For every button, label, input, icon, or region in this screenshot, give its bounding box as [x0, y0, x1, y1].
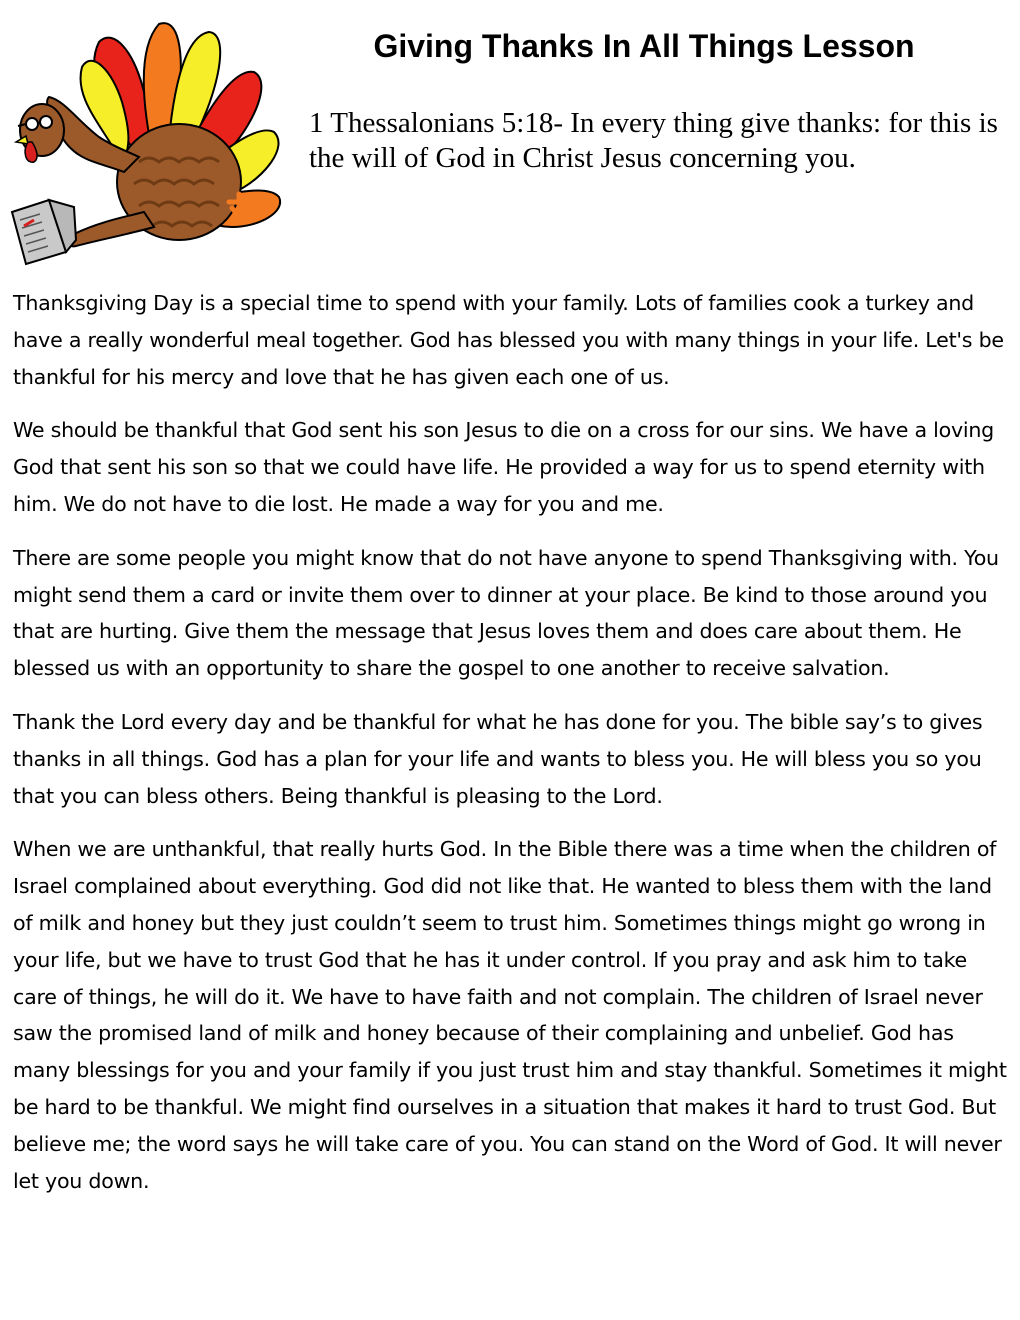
paragraph: Thank the Lord every day and be thankful for what he has done for you. The bible say’s to gives thanks in all things. God has a plan for your life and wants to bless you. He will bless you so you that you can bless others. Being thankful is pleasing to the Lord. — [13, 709, 983, 808]
paragraph: When we are unthankful, that really hurts God. In the Bible there was a time when the children of Israel complained about everything. God did not like that. He wanted to bless them with the land of milk and honey but they just couldn’t seem to trust him. Sometimes things might go wrong in your life, but we have to trust God that he has it under control. If you pray and ask him to take care of things, he will do it. We have to have faith and not complain. The children of Israel never saw the promised land of milk and honey because of their complaining and unbelief. God has many blessings for you and your family if you just trust him and stay thankful. Sometimes it might be hard to be thankful. We might find ourselves in a situation that makes it hard to trust God. But believe me; the word says he will take care of you. You can stand on the Word of God. It will never let you down. — [13, 837, 1007, 1193]
scripture-verse: 1 Thessalonians 5:18- In every thing give thanks: for this is the will of God in Christ Jesus concerning you. — [309, 107, 998, 174]
paragraph: There are some people you might know that do not have anyone to spend Thanksgiving with. You might send them a card or invite them over to dinner at your place. Be kind to those around you that are hurting. Give them the message that Jesus loves them and does care about them. He blessed us with an opportunity to share the gospel to one another to receive salvation. — [13, 545, 999, 681]
turkey-reading-book-icon — [4, 12, 304, 270]
page-title: Giving Thanks In All Things Lesson — [373, 28, 915, 64]
paragraph: Thanksgiving Day is a special time to spend with your family. Lots of families cook a turkey and have a really wonderful meal together. God has blessed you with many things in your life. Let's be thankful for his mercy and love that he has given each one of us. — [13, 291, 1004, 389]
paragraph: We should be thankful that God sent his son Jesus to die on a cross for our sins. We have a loving God that sent his son so that we could have life. He provided a way for us to spend eternity with him. We do not have to die lost. He made a way for you and me. — [13, 418, 994, 516]
lesson-body — [13, 285, 1013, 1216]
